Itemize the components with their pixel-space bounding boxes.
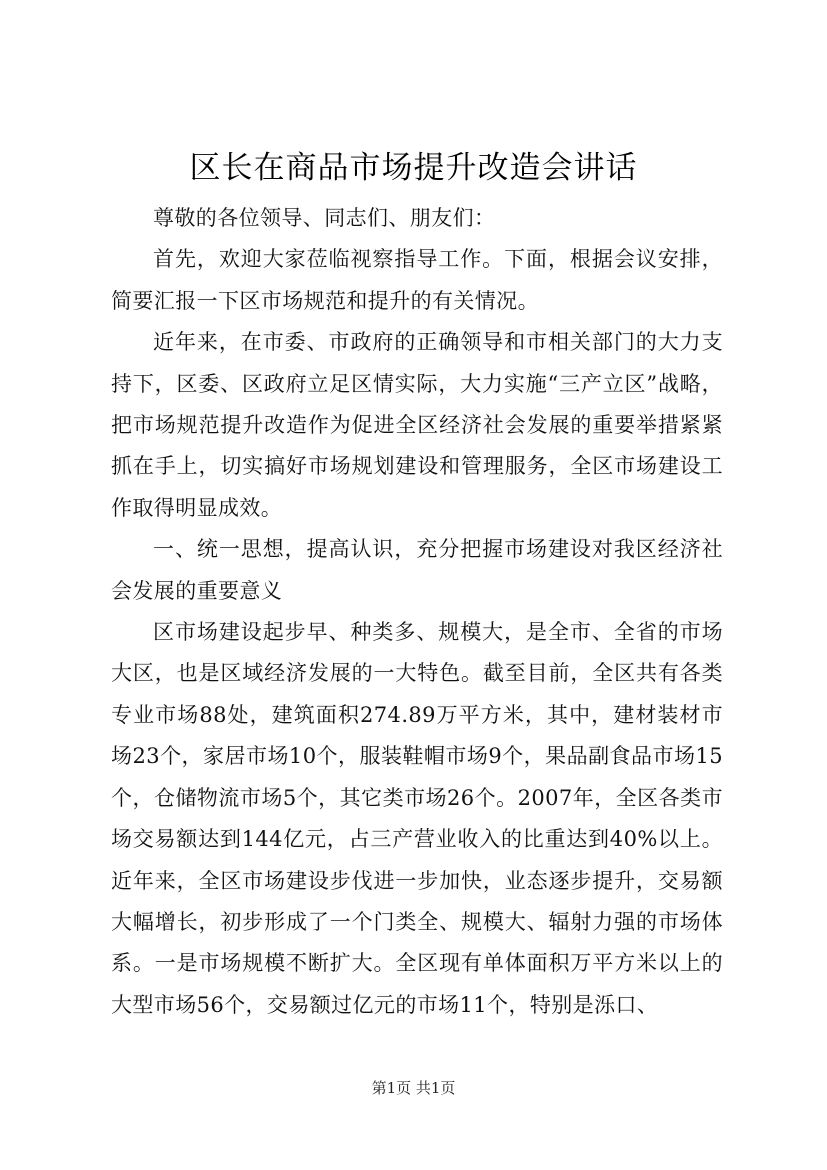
paragraph-salutation: 尊敬的各位领导、同志们、朋友们： — [153, 206, 496, 230]
paragraph-welcome: 首先，欢迎大家莅临视察指导工作。下面，根据会议安排，简要汇报一下区市场规范和提升的有关情况。 — [111, 247, 723, 313]
paragraph-market-stats: 区市场建设起步早、种类多、规模大，是全市、全省的市场大区，也是区域经济发展的一大特色。截至目前，全区共有各类专业市场88处，建筑面积274.89万平方米，其中，建材装材市场23个，家居市场10个，服装鞋帽市场9个，果品副食品市场15个，仓储物流市场5个，其它类市场26个。2007年，全区各类市场交易额达到144亿元，占三产营业收入的比重达到40%以上。近年来，全区市场建设步伐进一步加快，业态逐步提升，交易额大幅增长，初步形成了一个门类全、规模大、辐射力强的市场体系。一是市场规模不断扩大。全区现有单体面积万平方米以上的大型市场56个，交易额过亿元的市场11个，特别是泺口、 — [111, 620, 723, 1017]
document-body — [111, 198, 723, 1026]
document-title: 区长在商品市场提升改造会讲话 — [189, 150, 638, 186]
page-number-footer: 第1页 共1页 — [371, 1079, 456, 1097]
section-heading-1: 一、统一思想，提高认识，充分把握市场建设对我区经济社会发展的重要意义 — [111, 537, 723, 603]
paragraph-overview: 近年来，在市委、市政府的正确领导和市相关部门的大力支持下，区委、区政府立足区情实际，大力实施“三产立区”战略，把市场规范提升改造作为促进全区经济社会发展的重要举措紧紧抓在手上，切实搞好市场规划建设和管理服务，全区市场建设工作取得明显成效。 — [111, 330, 723, 520]
